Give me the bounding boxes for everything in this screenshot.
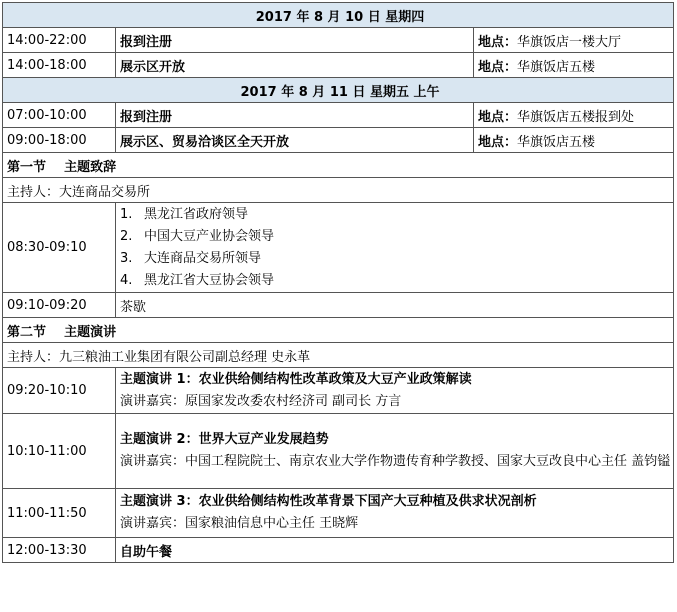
time-cell: 08:30-09:10 xyxy=(3,203,116,293)
table-row xyxy=(3,538,674,563)
location-value: 华旗饭店五楼 xyxy=(517,59,596,75)
time-cell: 10:10-11:00 xyxy=(3,414,116,489)
talk-cell xyxy=(116,368,674,414)
list-item xyxy=(120,226,673,248)
location-cell xyxy=(474,53,674,78)
list-item xyxy=(120,248,673,270)
list-number: 3. xyxy=(120,250,133,266)
speaker-list-cell xyxy=(116,203,674,293)
location-label: 地点： xyxy=(478,59,518,75)
list-text: 中国大豆产业协会领导 xyxy=(144,228,275,244)
list-number: 2. xyxy=(120,228,133,244)
break-label: 茶歇 xyxy=(116,293,674,318)
section-title-row xyxy=(3,153,674,178)
section-title-row xyxy=(3,318,674,343)
talk-cell xyxy=(116,414,674,489)
table-row xyxy=(3,103,674,128)
table-row xyxy=(3,414,674,489)
host-row xyxy=(3,178,674,203)
table-row xyxy=(3,489,674,538)
section1-title: 第一节 主题致辞 xyxy=(3,153,674,178)
table-row xyxy=(3,53,674,78)
table-row xyxy=(3,128,674,153)
list-item xyxy=(120,204,673,226)
talk-speaker: 演讲嘉宾：中国工程院院士、南京农业大学作物遗传育种学教授、国家大豆改良中心主任 盖钧镒 xyxy=(120,454,671,469)
section2-host: 主持人：九三粮油工业集团有限公司副总经理 史永革 xyxy=(3,343,674,368)
day1-header: 2017 年 8 月 10 日 星期四 xyxy=(3,3,674,28)
day-header xyxy=(3,78,674,103)
table-row xyxy=(3,28,674,53)
day-header xyxy=(3,3,674,28)
location-cell xyxy=(474,128,674,153)
list-item xyxy=(120,270,673,292)
location-value: 华旗饭店五楼报到处 xyxy=(517,109,635,125)
location-label: 地点： xyxy=(478,134,518,150)
event-title: 展示区开放 xyxy=(116,53,474,78)
list-number: 4. xyxy=(120,272,133,288)
talk-speaker: 演讲嘉宾：国家粮油信息中心主任 王晓辉 xyxy=(120,516,359,531)
schedule-table xyxy=(2,2,674,563)
speaker-list xyxy=(120,204,673,292)
section2-title: 第二节 主题演讲 xyxy=(3,318,674,343)
talk-speaker: 演讲嘉宾：原国家发改委农村经济司 副司长 方言 xyxy=(120,393,402,409)
time-cell: 11:00-11:50 xyxy=(3,489,116,538)
host-row xyxy=(3,343,674,368)
time-cell: 14:00-18:00 xyxy=(3,53,116,78)
time-cell: 12:00-13:30 xyxy=(3,538,116,563)
table-row xyxy=(3,293,674,318)
time-cell: 09:00-18:00 xyxy=(3,128,116,153)
table-row xyxy=(3,368,674,414)
event-title: 报到注册 xyxy=(116,28,474,53)
talk-title: 主题演讲 2：世界大豆产业发展趋势 xyxy=(120,432,329,447)
location-value: 华旗饭店一楼大厅 xyxy=(517,34,622,50)
lunch-label: 自助午餐 xyxy=(116,538,674,563)
time-cell: 07:00-10:00 xyxy=(3,103,116,128)
day2-header: 2017 年 8 月 11 日 星期五 上午 xyxy=(3,78,674,103)
list-text: 大连商品交易所领导 xyxy=(144,250,262,266)
table-row xyxy=(3,203,674,293)
talk-title: 主题演讲 1：农业供给侧结构性改革政策及大豆产业政策解读 xyxy=(120,371,472,387)
time-cell: 09:20-10:10 xyxy=(3,368,116,414)
list-text: 黑龙江省政府领导 xyxy=(144,206,249,222)
list-number: 1. xyxy=(120,206,133,222)
location-label: 地点： xyxy=(478,34,518,50)
section1-host: 主持人：大连商品交易所 xyxy=(3,178,674,203)
location-cell xyxy=(474,103,674,128)
talk-title: 主题演讲 3：农业供给侧结构性改革背景下国产大豆种植及供求状况剖析 xyxy=(120,494,537,509)
event-title: 展示区、贸易洽谈区全天开放 xyxy=(116,128,474,153)
list-text: 黑龙江省大豆协会领导 xyxy=(144,272,275,288)
time-cell: 14:00-22:00 xyxy=(3,28,116,53)
talk-cell xyxy=(116,489,674,538)
location-label: 地点： xyxy=(478,109,518,125)
location-cell xyxy=(474,28,674,53)
location-value: 华旗饭店五楼 xyxy=(517,134,596,150)
time-cell: 09:10-09:20 xyxy=(3,293,116,318)
event-title: 报到注册 xyxy=(116,103,474,128)
